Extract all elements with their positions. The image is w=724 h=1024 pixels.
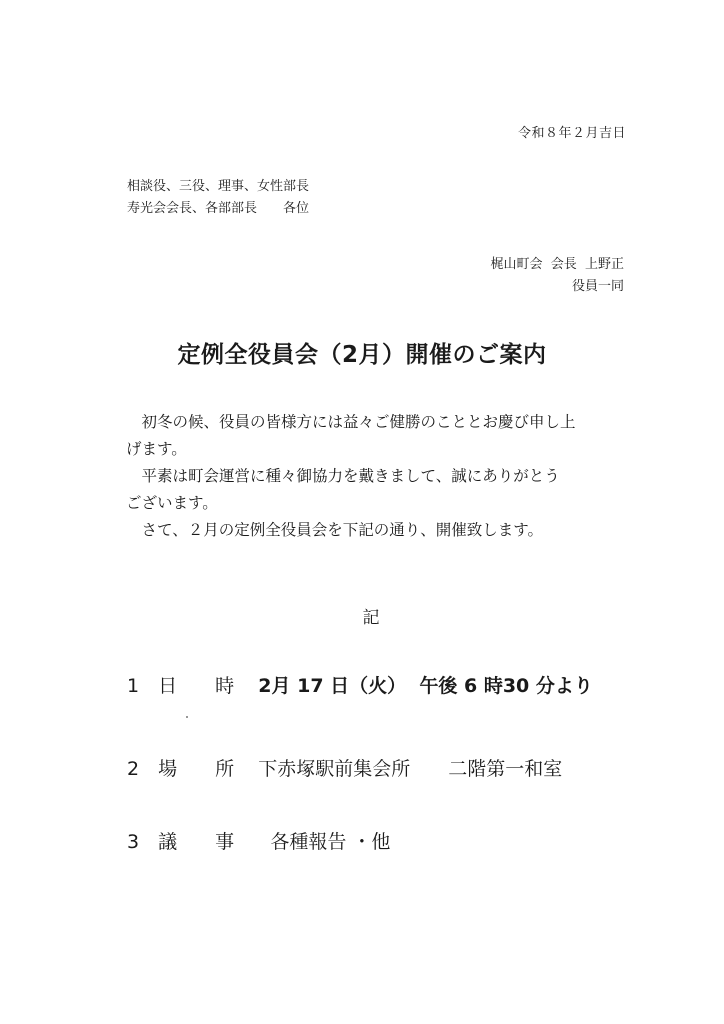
sender-line: 梶山町会 会長 上野正 — [490, 257, 624, 272]
item-datetime — [127, 671, 593, 698]
body-text — [126, 409, 624, 544]
scan-speck — [186, 716, 188, 718]
body-line: ございます。 — [126, 494, 218, 512]
recipients-line: 寿光会会長、各部部長 各位 — [127, 201, 310, 216]
sender-line: 役員一同 — [571, 279, 624, 294]
item-value: 2月 17 日（火） 午後 6 時30 分より — [258, 675, 593, 697]
body-line: 平素は町会運営に種々御協力を戴きまして、誠にありがとう — [126, 467, 560, 485]
sender-block — [490, 254, 624, 298]
item-agenda — [127, 827, 390, 854]
issue-date: 令和８年２月吉日 — [517, 126, 626, 141]
recipients-line: 相談役、三役、理事、女性部長 — [127, 179, 310, 194]
recipients-block — [127, 176, 309, 220]
item-value: 各種報告 ・他 — [270, 831, 391, 853]
body-line: さて、２月の定例全役員会を下記の通り、開催致します。 — [126, 521, 543, 539]
item-label: 2 場 所 — [127, 758, 235, 780]
body-line: げます。 — [126, 440, 187, 458]
item-venue — [127, 754, 562, 781]
item-value: 下赤塚駅前集会所 二階第一和室 — [258, 758, 563, 780]
item-label: 1 日 時 — [127, 675, 235, 697]
ki-heading: 記 — [362, 608, 380, 628]
body-line: 初冬の候、役員の皆様方には益々ご健勝のこととお慶び申し上 — [126, 413, 576, 431]
document-title: 定例全役員会（2月）開催のご案内 — [177, 342, 547, 368]
item-label: 3 議 事 — [127, 831, 235, 853]
